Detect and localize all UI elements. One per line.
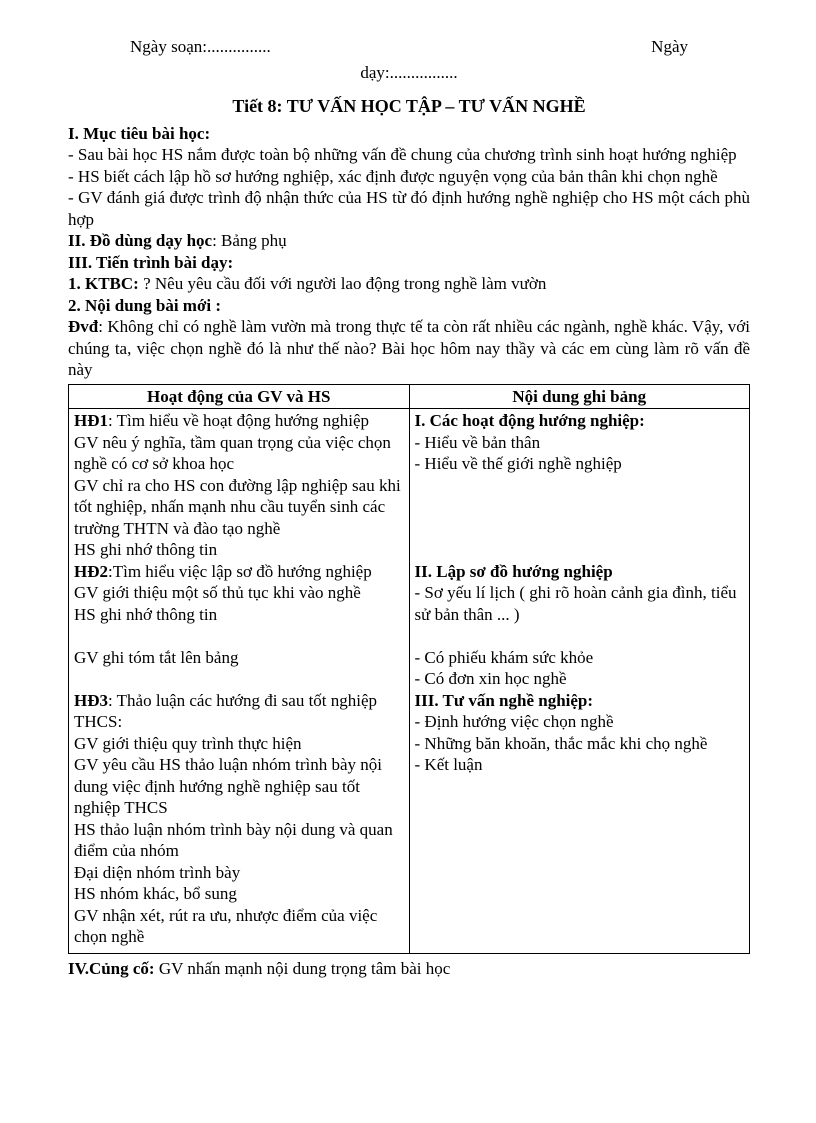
date-line-1	[68, 36, 750, 58]
board-line: - Có phiếu khám sức khỏe	[414, 647, 594, 667]
section-heading-materials: II. Đồ dùng dạy học: Bảng phụ	[68, 231, 287, 250]
activity-line: HS ghi nhớ thông tin	[74, 604, 218, 624]
activity-line: GV giới thiệu quy trình thực hiện	[74, 733, 302, 753]
table-header-board-content: Nội dung ghi bảng	[409, 384, 750, 409]
lead-in-paragraph: Đvđ: Không chỉ có nghề làm vườn mà trong thực tế ta còn rất nhiều các ngành, nghề khác. Vậy, với chúng ta, việc chọn nghề đó là như thế nào? Bài học hôm nay thầy và các em cùng làm rõ vấn đề này	[68, 317, 750, 379]
board-heading-1: I. Các hoạt động hướng nghiệp:	[414, 411, 645, 430]
objective-item: - GV đánh giá được trình độ nhận thức của HS từ đó định hướng nghề nghiệp cho HS một cách phù hợp	[68, 188, 750, 229]
cell-gv-hs-activities	[69, 409, 410, 954]
board-line: - Những băn khoăn, thắc mắc khi chọ nghề	[414, 733, 708, 753]
activity-line: HS thảo luận nhóm trình bày nội dung và quan điểm của nhóm	[74, 819, 393, 860]
procedure-item-new-content: 2. Nội dung bài mới :	[68, 295, 221, 315]
board-line: - Định hướng việc chọn nghề	[414, 712, 614, 731]
table-header-row	[69, 384, 750, 409]
date-taught-label-part2: dạy:................	[360, 62, 458, 82]
date-prepared-label: Ngày soạn:...............	[130, 37, 271, 56]
board-line: - Sơ yếu lí lịch ( ghi rõ hoàn cảnh gia đình, tiểu sử bản thân ... )	[414, 583, 737, 624]
activity-line: GV giới thiệu một số thủ tục khi vào nghề	[74, 583, 361, 602]
table-body-row	[69, 409, 750, 954]
activity-line: HS nhóm khác, bổ sung	[74, 884, 237, 903]
activities-table	[68, 384, 750, 954]
intro-section	[68, 123, 750, 381]
date-line-2	[68, 62, 750, 84]
board-line: - Kết luận	[414, 755, 483, 774]
section-heading-objectives: I. Mục tiêu bài học:	[68, 123, 211, 143]
activity-line: GV yêu cầu HS thảo luận nhóm trình bày nội dung việc định hướng nghề nghiệp sau tốt nghiệp THCS	[74, 755, 383, 817]
cell-board-content	[409, 409, 750, 954]
activity-line: GV nêu ý nghĩa, tầm quan trọng của việc chọn nghề có cơ sở khoa học	[74, 432, 391, 473]
activity-hd2: HĐ2:Tìm hiểu việc lập sơ đồ hướng nghiệp	[74, 561, 372, 581]
objective-item: - HS biết cách lập hồ sơ hướng nghiệp, xác định được nguyện vọng của bản thân khi chọn nghề	[68, 166, 718, 186]
board-line: - Có đơn xin học nghề	[414, 669, 567, 688]
activity-hd1: HĐ1: Tìm hiểu về hoạt động hướng nghiệp	[74, 411, 370, 430]
board-heading-2: II. Lập sơ đồ hướng nghiệp	[414, 561, 613, 581]
objective-item: - Sau bài học HS nắm được toàn bộ những vấn đề chung của chương trình sinh hoạt hướng nghiệp	[68, 145, 737, 164]
activity-hd3: HĐ3: Thảo luận các hướng đi sau tốt nghiệp THCS:	[74, 690, 378, 731]
page-title: Tiết 8: TƯ VẤN HỌC TẬP – TƯ VẤN NGHỀ	[232, 96, 586, 116]
activity-line: Đại diện nhóm trình bày	[74, 862, 241, 882]
board-line: - Hiểu về bản thân	[414, 432, 541, 452]
activity-line: GV ghi tóm tắt lên bảng	[74, 647, 239, 667]
board-heading-3: III. Tư vấn nghề nghiệp:	[414, 690, 594, 710]
section-heading-procedure: III. Tiến trình bài dạy:	[68, 252, 234, 272]
footer-consolidation: IV.Củng cố: GV nhấn mạnh nội dung trọng tâm bài học	[68, 958, 451, 978]
board-line: - Hiểu về thế giới nghề nghiệp	[414, 454, 622, 473]
table-header-activities: Hoạt động của GV và HS	[69, 384, 410, 409]
activity-line: GV nhận xét, rút ra ưu, nhược điểm của việc chọn nghề	[74, 905, 378, 946]
date-taught-label-part1: Ngày	[651, 37, 688, 56]
activity-line: HS ghi nhớ thông tin	[74, 540, 218, 559]
procedure-item-ktbc: 1. KTBC: ? Nêu yêu cầu đối với người lao động trong nghề làm vườn	[68, 274, 547, 293]
activity-line: GV chỉ ra cho HS con đường lập nghiệp sau khi tốt nghiệp, nhấn mạnh nhu cầu tuyển sinh các trường THTN và đào tạo nghề	[74, 475, 401, 538]
